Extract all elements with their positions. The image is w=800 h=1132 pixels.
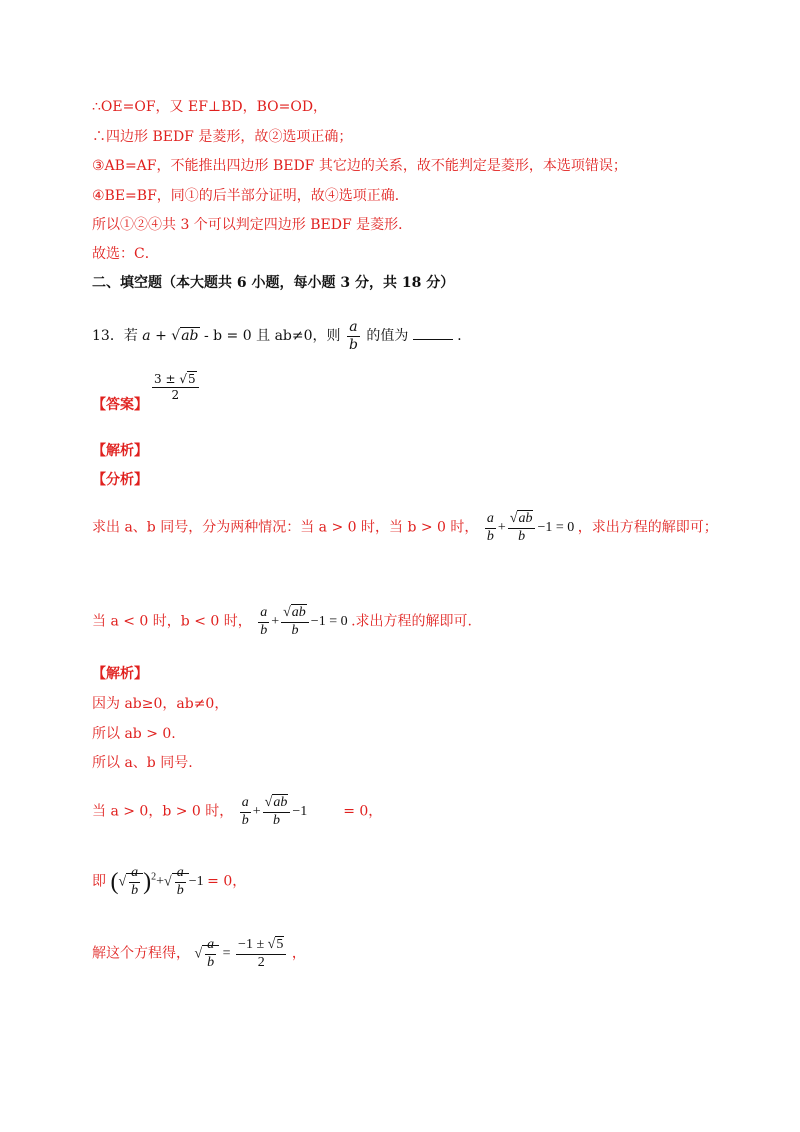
text-line-2: ∴四边形 BEDF 是菱形，故②选项正确； [92,129,353,145]
answer-fraction: $\frac{3 \pm √5}{2}$ [150,373,201,401]
equation-3: $\frac{a}{b}$ + $\frac{√ab}{b}$ −1 [241,795,308,828]
text-line-3: ③AB=AF，不能推出四边形 BEDF 其它边的关系，故不能判定是菱形，本选项错误； [92,158,627,174]
q13-cond: 且 [256,328,271,345]
text-line-5: 所以①②④共 3 个可以判定四边形 BEDF 是菱形． [92,217,413,233]
q13-prefix: 13．若 [92,328,138,345]
text-line-1: ∴OE=OF，又 EF⊥BD，BO=OD， [92,99,328,115]
q13-a: a [142,328,151,345]
solution-line-6: 解这个方程得， √ $\frac{a}{b}$ = $\frac{-1 \pm √5}{2}$ ， [92,937,306,970]
analysis-line-2: 当 a < 0 时，b < 0 时， $\frac{a}{b}$ + $\frac{√ab}{b}$ −1 = 0 .求出方程的解即可. [92,605,472,638]
q13-ab-ne0: ab≠0，则 [274,328,341,345]
q13-minus-b: - b = 0 [203,328,252,345]
answer-label: 【答案】 [92,397,148,413]
jiexi2-label: 【解析】 [92,666,148,682]
solution-line-1: 因为 ab≥0，ab≠0， [92,696,229,712]
answer-blank [413,327,453,340]
section-heading: 二、填空题（本大题共 6 小题，每小题 3 分，共 18 分） [92,275,455,291]
equation-5: √ $\frac{a}{b}$ = $\frac{-1 \pm √5}{2}$ [194,946,291,961]
question-13 [92,320,471,352]
equation-2: $\frac{a}{b}$ + $\frac{√ab}{b}$ −1 = 0 [260,605,348,638]
solution-line-4: 当 a > 0，b > 0 时， $\frac{a}{b}$ + $\frac{√ab}{b}$ −1 = 0， [92,795,383,828]
q13-plus: + [155,328,167,345]
text-line-6: 故选：C． [92,246,159,262]
jiexi-label: 【解析】 [92,443,148,459]
solution-line-5: 即 (√ $\frac{a}{b}$ )$^2$+√ $\frac{a}{b}$ −1 = 0， [92,865,247,898]
equation-1: $\frac{a}{b}$ + $\frac{√ab}{b}$ −1 = 0 [486,511,575,544]
q13-suffix: 的值为 [366,328,409,345]
solution-line-2: 所以 ab > 0. [92,726,176,742]
solution-line-3: 所以 a、b 同号. [92,755,193,771]
q13-end: ． [457,328,472,345]
q13-sqrt: √ab [171,328,199,345]
q13-fraction: $\frac{a}{b}$ [348,319,358,353]
analysis-line-1: 求出 a、b 同号，分为两种情况：当 a > 0 时，当 b > 0 时， $\frac{a}{b}$ + $\frac{√ab}{b}$ −1 = 0 ，求出方程的解即可； [92,511,718,544]
text-line-4: ④BE=BF，同①的后半部分证明，故④选项正确． [92,188,409,204]
fenxi-label: 【分析】 [92,472,148,488]
equation-4: (√ $\frac{a}{b}$ )$^2$+√ $\frac{a}{b}$ −1 [110,865,204,898]
